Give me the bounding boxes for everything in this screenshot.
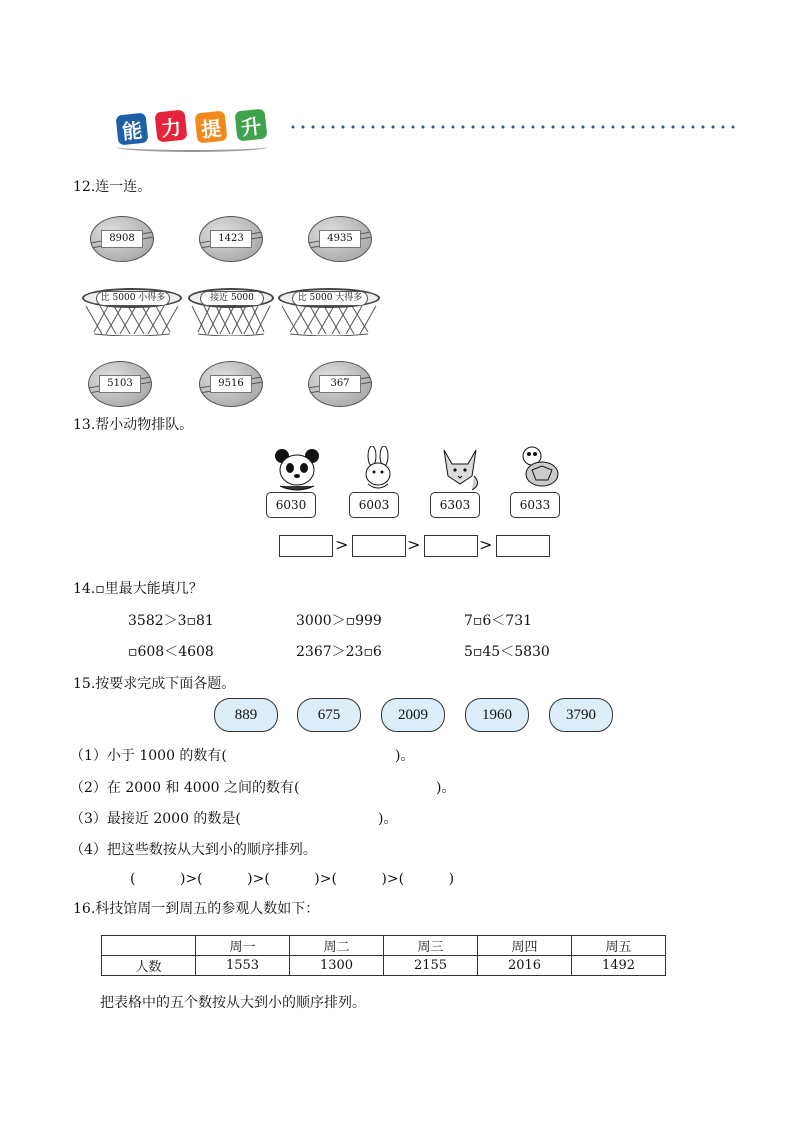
ball-top-3[interactable] (308, 216, 372, 262)
table-row-label: 人数 (102, 956, 196, 976)
q14-item-6[interactable]: 5▫45＜5830 (464, 644, 550, 660)
panda-icon (272, 446, 322, 492)
q15-part2-end: )。 (436, 780, 456, 796)
animal-number-box-4: 6033 (510, 492, 560, 518)
table-cell: 2016 (478, 956, 572, 976)
rabbit-icon (356, 446, 400, 492)
q14-item-4[interactable]: ▫608＜4608 (128, 644, 214, 660)
number-pill-5: 3790 (549, 698, 613, 732)
q16-instruction: 把表格中的五个数按从大到小的顺序排列。 (100, 995, 366, 1011)
q14-item-3[interactable]: 7▫6＜731 (464, 613, 533, 629)
banner-char-1: 能 (116, 113, 149, 146)
q15-part1: （1）小于 1000 的数有( (70, 748, 227, 764)
table-header-row (102, 936, 666, 956)
q13-title: 13.帮小动物排队。 (73, 417, 194, 433)
q14-item-5[interactable]: 2367＞23▫6 (296, 644, 382, 660)
q15-part3-answer[interactable] (256, 805, 374, 825)
number-pill-1: 889 (214, 698, 278, 732)
q15-title: 15.按要求完成下面各题。 (73, 676, 236, 692)
net-icon (188, 304, 274, 336)
ball-label: 367 (319, 375, 361, 393)
q14-item-1[interactable]: 3582＞3▫81 (128, 613, 214, 629)
table-header-cell: 周二 (290, 936, 384, 956)
animal-number-box-1: 6030 (266, 492, 316, 518)
ball-label: 4935 (319, 230, 361, 248)
ball-bottom-3[interactable] (308, 361, 372, 407)
q15-part3: （3）最接近 2000 的数是( (70, 811, 241, 827)
banner-dotted-line (288, 125, 738, 129)
table-header-cell (102, 936, 196, 956)
greater-than-sign: > (407, 535, 421, 554)
banner-char-2: 力 (155, 110, 188, 143)
basket-label: 接近 5000 (200, 291, 264, 306)
table-cell: 2155 (384, 956, 478, 976)
banner-char-3: 提 (195, 111, 228, 144)
ball-top-2[interactable] (199, 216, 263, 262)
number-pill-3: 2009 (381, 698, 445, 732)
basket-1[interactable] (82, 288, 182, 336)
table-header-cell: 周五 (572, 936, 666, 956)
ball-bottom-2[interactable] (199, 361, 263, 407)
table-row (102, 956, 666, 976)
table-cell: 1300 (290, 956, 384, 976)
banner-underline (116, 142, 268, 152)
q14-title: 14.▫里最大能填几？ (73, 581, 203, 597)
basket-2[interactable] (188, 288, 274, 336)
basket-3[interactable] (278, 288, 380, 336)
banner-char-4: 升 (235, 109, 268, 142)
q15-part2-answer[interactable] (312, 774, 432, 794)
table-header-cell: 周三 (384, 936, 478, 956)
q15-part1-end: )。 (395, 748, 415, 764)
q15-part1-answer[interactable] (240, 742, 390, 762)
table-cell: 1492 (572, 956, 666, 976)
ball-label: 8908 (101, 230, 143, 248)
net-icon (278, 304, 380, 336)
q16-title: 16.科技馆周一到周五的参观人数如下： (73, 901, 320, 917)
table-header-cell: 周四 (478, 936, 572, 956)
table-cell: 1553 (196, 956, 290, 976)
number-pill-4: 1960 (465, 698, 529, 732)
ball-bottom-1[interactable] (88, 361, 152, 407)
greater-than-sign: > (479, 535, 493, 554)
q12-title: 12.连一连。 (73, 179, 152, 195)
answer-box-1[interactable] (279, 535, 333, 557)
basket-label: 比 5000 大得多 (292, 291, 367, 306)
table-header-cell: 周一 (196, 936, 290, 956)
answer-box-2[interactable] (352, 535, 406, 557)
q14-item-2[interactable]: 3000＞▫999 (296, 613, 382, 629)
basket-label: 比 5000 小得多 (96, 291, 170, 306)
animal-number-box-2: 6003 (349, 492, 399, 518)
animal-number-box-3: 6303 (430, 492, 480, 518)
visitor-table (101, 935, 666, 976)
q15-part2: （2）在 2000 和 4000 之间的数有( (70, 780, 300, 796)
turtle-icon (514, 444, 562, 492)
q15-order-line[interactable]: ( )>( )>( )>( )>( ) (130, 871, 455, 887)
answer-box-3[interactable] (424, 535, 478, 557)
net-icon (82, 304, 182, 336)
number-pill-2: 675 (297, 698, 361, 732)
ball-label: 5103 (99, 375, 141, 393)
fox-icon (436, 446, 484, 492)
answer-box-4[interactable] (496, 535, 550, 557)
q15-part3-end: )。 (378, 811, 398, 827)
greater-than-sign: > (335, 535, 349, 554)
ball-top-1[interactable] (90, 216, 154, 262)
ball-label: 1423 (210, 230, 252, 248)
ball-label: 9516 (210, 375, 252, 393)
q15-part4: （4）把这些数按从大到小的顺序排列。 (70, 842, 317, 858)
